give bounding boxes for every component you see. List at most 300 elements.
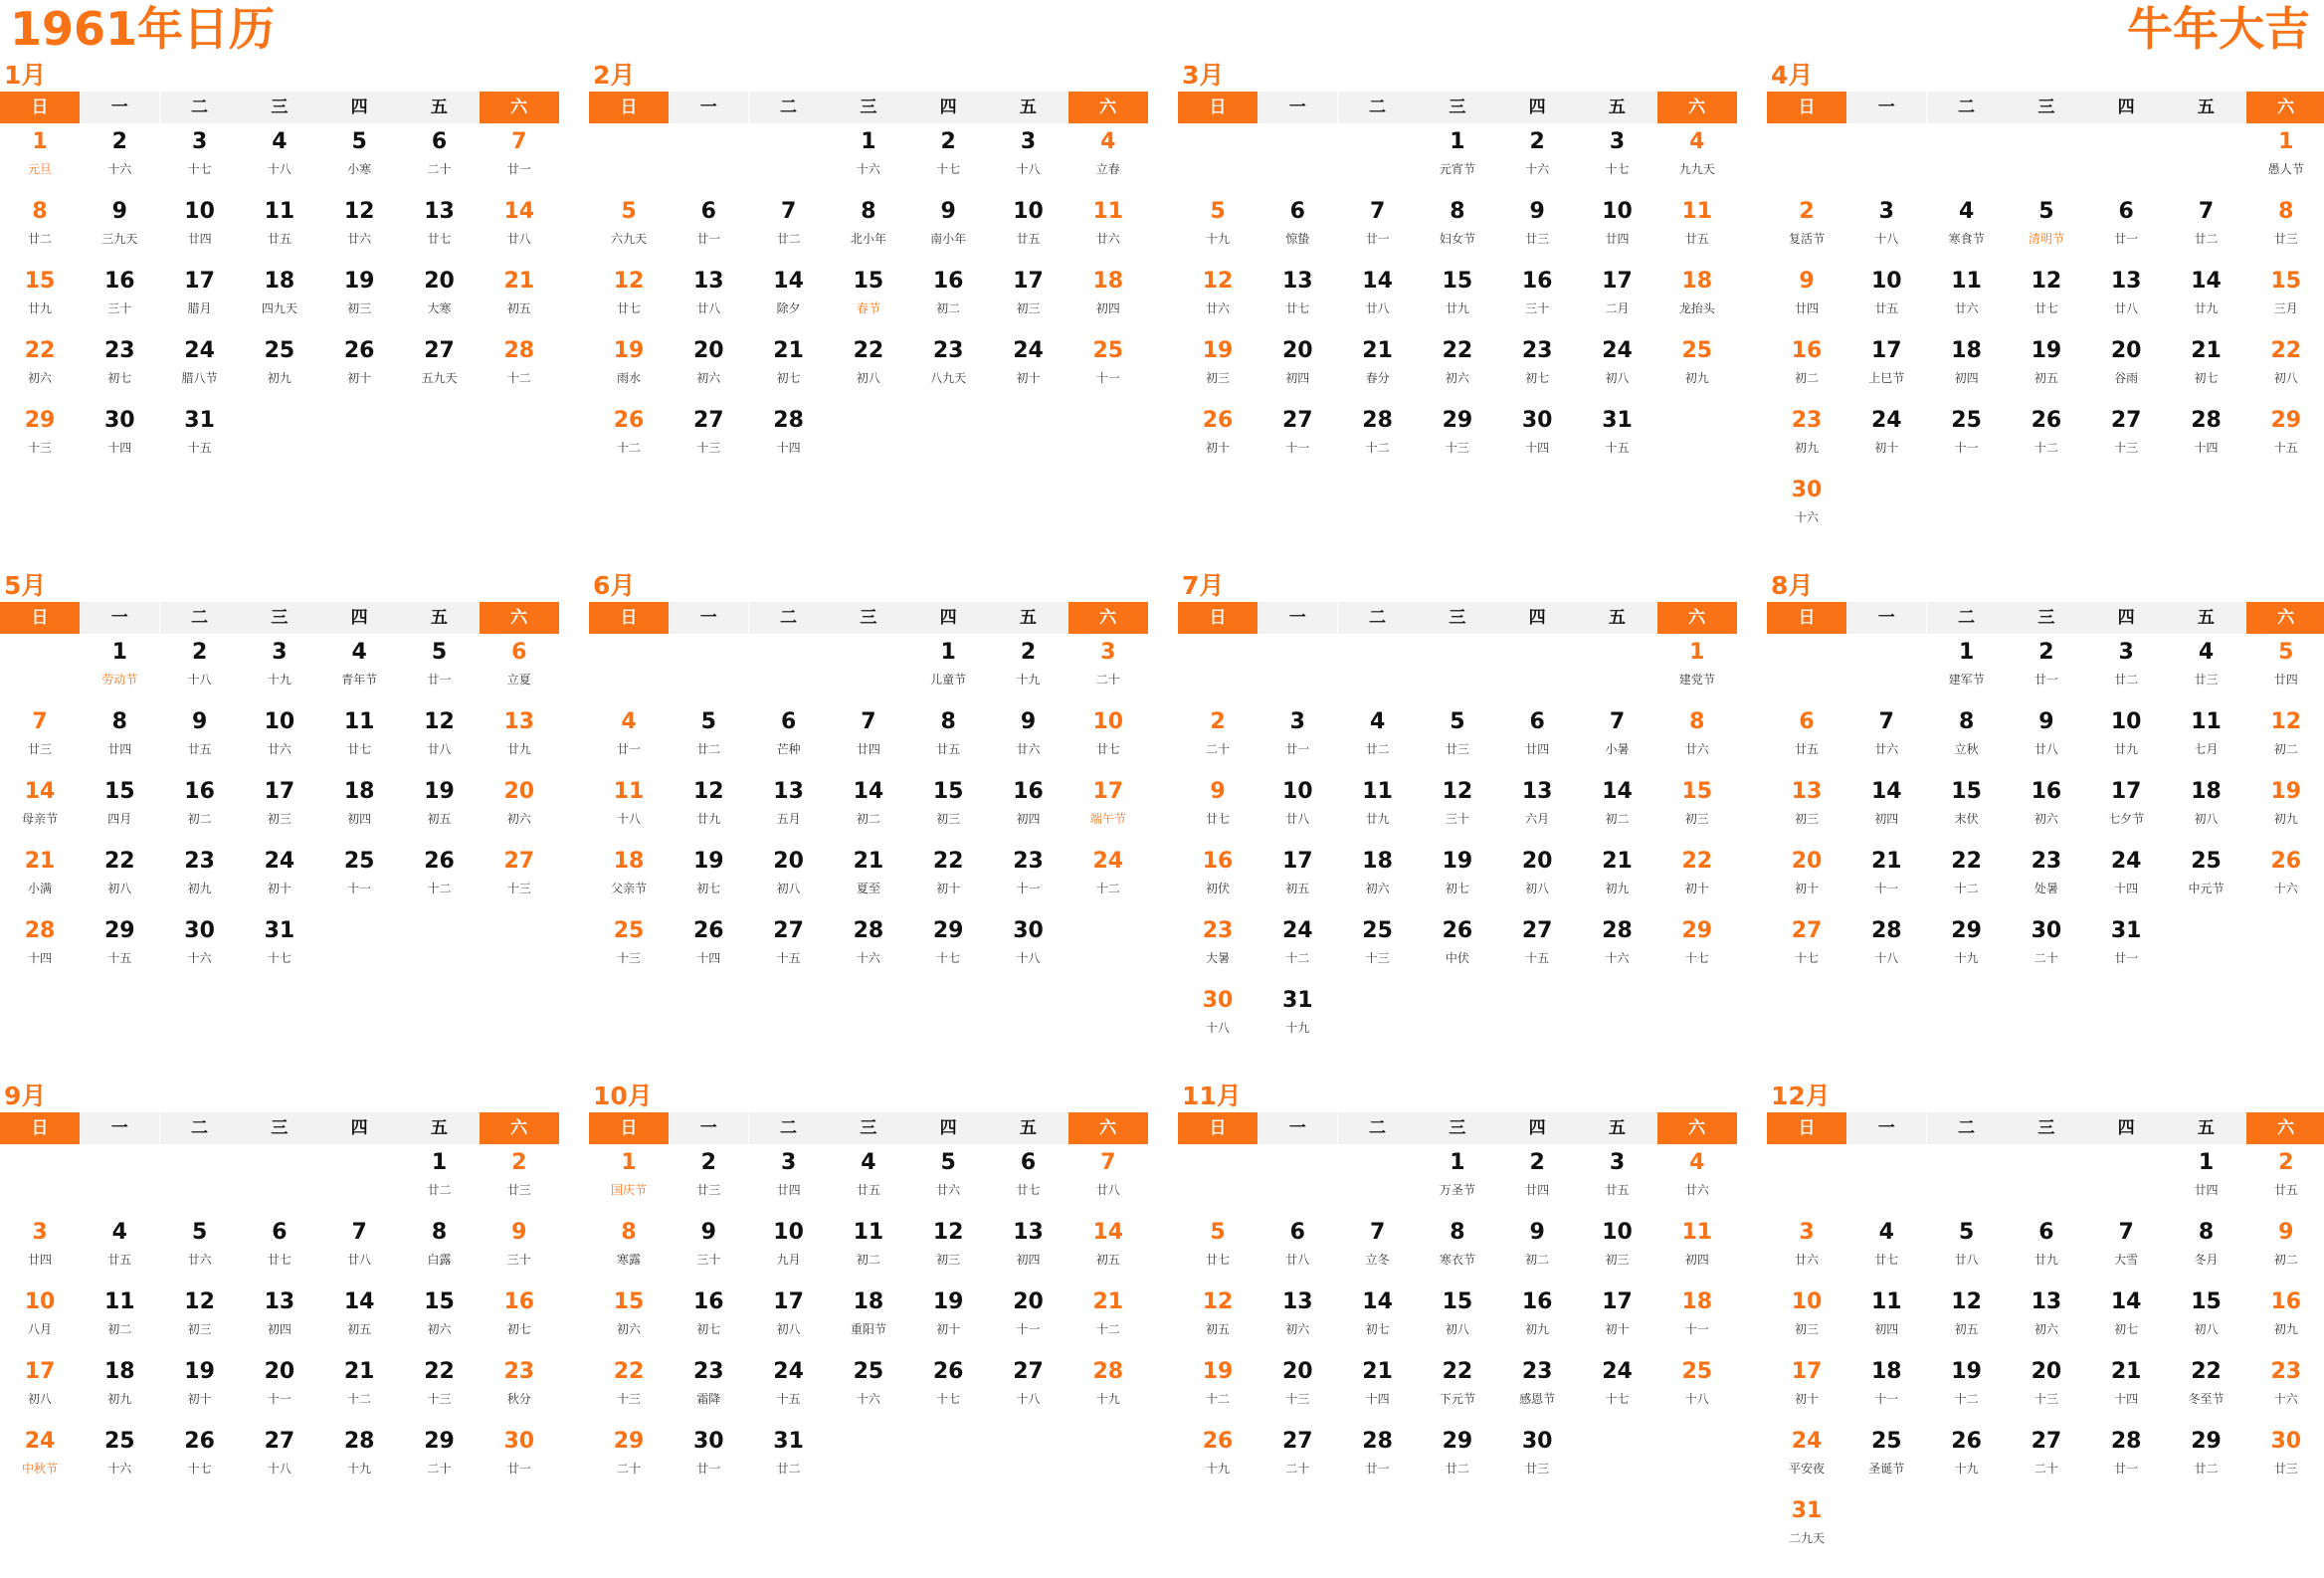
lunar-label: 三十: [696, 1253, 721, 1267]
day-number: 12: [1202, 1289, 1234, 1314]
lunar-label: 廿九: [506, 742, 531, 756]
day-number: 18: [343, 779, 375, 804]
lunar-label: 廿八: [1365, 301, 1390, 315]
lunar-label: 廿六: [1954, 301, 1979, 315]
lunar-label: 三十: [1445, 812, 1469, 826]
lunar-label: 十一: [1285, 441, 1310, 455]
day-number: 9: [1020, 709, 1037, 734]
day-number: 27: [1013, 1359, 1044, 1384]
day-number: 12: [932, 1220, 964, 1245]
day-number: 28: [343, 1429, 375, 1454]
lunar-label: 廿二: [1365, 742, 1390, 756]
lunar-label: 廿七: [1205, 1253, 1230, 1267]
weekday-label: 六: [1068, 602, 1148, 634]
day-number: 17: [1602, 269, 1633, 294]
day-cell: [1767, 703, 1846, 773]
lunar-label: 十六: [1525, 162, 1550, 176]
weekday-label: 四: [2086, 1112, 2166, 1144]
day-cell: [1338, 263, 1418, 332]
weekday-label: 一: [1846, 92, 1926, 123]
lunar-label: 初七: [2114, 1322, 2139, 1336]
day-cell: [240, 634, 319, 703]
day-cell: [829, 193, 908, 263]
lunar-label: 初八: [1525, 882, 1550, 895]
lunar-label: 十八: [1016, 951, 1041, 965]
page-title: 1961年日历: [10, 2, 276, 56]
day-cell: [829, 1353, 908, 1423]
lunar-label: 初十: [1874, 441, 1899, 455]
day-number: 21: [1602, 849, 1633, 874]
weekday-label: 三: [829, 602, 908, 634]
day-number: 17: [1602, 1289, 1633, 1314]
day-cell: [1178, 773, 1258, 843]
lunar-label: 夏至: [856, 882, 880, 895]
day-cell: [240, 332, 319, 402]
lunar-label: 廿七: [1095, 742, 1120, 756]
lunar-label: 廿六: [1684, 742, 1709, 756]
day-number: 31: [773, 1429, 804, 1454]
day-cell: [1418, 912, 1497, 982]
day-cell: [0, 1353, 80, 1423]
lunar-label: 八九天: [930, 371, 967, 385]
weekday-label: 六: [1657, 1112, 1737, 1144]
lunar-label: 廿八: [1095, 1183, 1120, 1197]
day-number: 6: [700, 199, 716, 224]
lunar-label: 廿一: [2114, 951, 2139, 965]
day-number: 12: [2031, 269, 2062, 294]
lunar-label: 十五: [107, 951, 132, 965]
lunar-label: 二十: [1205, 742, 1230, 756]
day-cell: [319, 123, 399, 193]
lunar-label: 廿四: [2194, 1183, 2219, 1197]
day-cell: [829, 1144, 908, 1214]
lunar-label: 初二: [1605, 812, 1630, 826]
day-cell: [908, 1283, 988, 1353]
day-cell: [0, 193, 80, 263]
lunar-label: 廿四: [27, 1253, 52, 1267]
day-number: 26: [1202, 1429, 1234, 1454]
day-cell: [749, 1283, 829, 1353]
day-cell: [589, 1353, 669, 1423]
day-number: 3: [780, 1150, 797, 1175]
day-number: 19: [2270, 779, 2302, 804]
day-number: 7: [1609, 709, 1626, 734]
month-block: [1767, 1081, 2324, 1578]
day-number: 25: [613, 918, 645, 943]
day-cell: [1068, 1353, 1148, 1423]
day-number: 7: [1100, 1150, 1116, 1175]
day-cell: [989, 263, 1068, 332]
day-cell: [160, 1353, 240, 1423]
weekday-label: 四: [908, 1112, 988, 1144]
day-number: 2: [1529, 129, 1545, 154]
day-cell: [1418, 332, 1497, 402]
lunar-label: 廿一: [506, 162, 531, 176]
day-number: 13: [2031, 1289, 2062, 1314]
day-cell: [1767, 1353, 1846, 1423]
day-number: 13: [1281, 269, 1313, 294]
day-number: 4: [621, 709, 637, 734]
day-cell: [908, 634, 988, 703]
day-number: 3: [1609, 1150, 1626, 1175]
lunar-label: 廿二: [427, 1183, 452, 1197]
day-number: 9: [2038, 709, 2054, 734]
day-number: 17: [184, 269, 215, 294]
lunar-label: 初四: [1285, 371, 1310, 385]
day-number: 27: [692, 408, 724, 433]
day-cell: [80, 1353, 159, 1423]
day-cell: [480, 193, 559, 263]
day-number: 16: [932, 269, 964, 294]
day-number: 2: [1020, 640, 1037, 665]
lunar-label: 十二: [427, 882, 452, 895]
lunar-label: 初九: [1605, 882, 1630, 895]
lunar-label: 廿六: [1794, 1253, 1819, 1267]
month-block: [1178, 1081, 1737, 1578]
lunar-label: 廿八: [347, 1253, 372, 1267]
lunar-label: 初三: [347, 301, 372, 315]
day-cell: [669, 1144, 748, 1214]
lunar-label: 十八: [1874, 951, 1899, 965]
lunar-label: 上巳节: [1868, 371, 1905, 385]
lunar-label: 廿六: [1095, 232, 1120, 246]
day-number: 11: [2191, 709, 2222, 734]
month-block: [589, 1081, 1148, 1578]
month-title: 1月: [4, 61, 47, 90]
lunar-label: 初九: [2273, 1322, 2298, 1336]
day-number: 14: [503, 199, 535, 224]
day-cell: [989, 332, 1068, 402]
day-number: 28: [1362, 1429, 1393, 1454]
day-cell: [1258, 1353, 1337, 1423]
day-number: 2: [940, 129, 956, 154]
lunar-label: 初十: [1794, 882, 1819, 895]
day-cell: [1657, 634, 1737, 703]
day-cell: [0, 1214, 80, 1283]
lunar-label: 十五: [776, 951, 801, 965]
day-cell: [2007, 912, 2086, 982]
day-cell: [1497, 1353, 1577, 1423]
lunar-label: 廿六: [1874, 742, 1899, 756]
lunar-label: 廿七: [1016, 1183, 1041, 1197]
day-number: 15: [613, 1289, 645, 1314]
day-number: 25: [1362, 918, 1393, 943]
day-cell: [1846, 1283, 1926, 1353]
lunar-label: 廿七: [2034, 301, 2058, 315]
lunar-label: 北小年: [850, 232, 886, 246]
day-number: 16: [184, 779, 215, 804]
day-cell: [908, 773, 988, 843]
day-cell: [589, 773, 669, 843]
lunar-label: 初十: [1205, 441, 1230, 455]
day-cell: [160, 332, 240, 402]
day-cell: [989, 193, 1068, 263]
day-number: 22: [424, 1359, 455, 1384]
lunar-label: 复活节: [1788, 232, 1825, 246]
day-number: 5: [351, 129, 367, 154]
lunar-label: 廿二: [2194, 232, 2219, 246]
lunar-label: 十二: [1205, 1392, 1230, 1406]
day-cell: [2167, 1353, 2246, 1423]
lunar-label: 四九天: [261, 301, 297, 315]
lunar-label: 初七: [1525, 371, 1550, 385]
weekday-label: 四: [908, 602, 988, 634]
weekday-label: 二: [749, 1112, 829, 1144]
day-number: 21: [853, 849, 884, 874]
lunar-label: 十六: [856, 951, 880, 965]
day-cell: [1497, 1423, 1577, 1492]
day-cell: [669, 1353, 748, 1423]
lunar-label: 初七: [1365, 1322, 1390, 1336]
day-number: 12: [343, 199, 375, 224]
day-number: 25: [853, 1359, 884, 1384]
month-block: [1767, 60, 2324, 557]
day-number: 24: [1602, 338, 1633, 363]
day-cell: [589, 193, 669, 263]
day-number: 18: [1681, 1289, 1713, 1314]
lunar-label: 廿四: [1525, 742, 1550, 756]
day-cell: [1258, 1214, 1337, 1283]
day-number: 15: [853, 269, 884, 294]
day-cell: [1578, 402, 1657, 472]
day-cell: [1497, 123, 1577, 193]
weekday-header: [1767, 602, 2324, 634]
lunar-label: 初十: [1016, 371, 1041, 385]
day-number: 17: [773, 1289, 804, 1314]
lunar-label: 十九: [1954, 951, 1979, 965]
lunar-label: 元宵节: [1439, 162, 1475, 176]
day-number: 25: [1870, 1429, 1902, 1454]
day-number: 21: [2191, 338, 2222, 363]
day-number: 15: [932, 779, 964, 804]
day-number: 22: [853, 338, 884, 363]
day-number: 31: [2110, 918, 2142, 943]
day-cell: [1258, 193, 1337, 263]
day-number: 13: [503, 709, 535, 734]
lunar-label: 十六: [856, 162, 880, 176]
day-cell: [1258, 332, 1337, 402]
day-number: 18: [1681, 269, 1713, 294]
day-cell: [908, 703, 988, 773]
weekday-label: 日: [1178, 1112, 1258, 1144]
day-cell: [2246, 1423, 2324, 1492]
day-cell: [749, 263, 829, 332]
weekday-label: 日: [1767, 92, 1846, 123]
day-cell: [1578, 1144, 1657, 1214]
lunar-label: 平安夜: [1788, 1462, 1825, 1476]
weekday-label: 四: [319, 1112, 399, 1144]
day-cell: [2246, 1283, 2324, 1353]
lunar-label: 冬至节: [2188, 1392, 2225, 1406]
day-cell: [1338, 1283, 1418, 1353]
lunar-label: 初二: [2273, 742, 2298, 756]
day-cell: [829, 263, 908, 332]
day-number: 26: [2031, 408, 2062, 433]
lunar-label: 十三: [1285, 1392, 1310, 1406]
day-number: 6: [2038, 1220, 2054, 1245]
lunar-label: 廿四: [1605, 232, 1630, 246]
lunar-label: 初四: [1874, 1322, 1899, 1336]
lunar-label: 立秋: [1954, 742, 1979, 756]
day-number: 19: [1202, 1359, 1234, 1384]
day-cell: [1657, 123, 1737, 193]
lunar-label: 十七: [936, 951, 961, 965]
lunar-label: 寒衣节: [1439, 1253, 1475, 1267]
lunar-label: 五月: [776, 812, 801, 826]
day-cell: [1657, 773, 1737, 843]
day-cell: [669, 193, 748, 263]
day-number: 17: [1870, 338, 1902, 363]
day-number: 8: [32, 199, 48, 224]
day-cell: [1767, 332, 1846, 402]
day-cell: [80, 1283, 159, 1353]
lunar-label: 廿六: [936, 1183, 961, 1197]
lunar-label: 初二: [1525, 1253, 1550, 1267]
day-cell: [1178, 982, 1258, 1052]
lunar-label: 春节: [856, 301, 880, 315]
lunar-label: 初六: [696, 371, 721, 385]
weekday-label: 二: [1927, 92, 2007, 123]
day-cell: [1657, 193, 1737, 263]
day-cell: [1927, 1214, 2007, 1283]
day-cell: [669, 912, 748, 982]
day-number: 10: [24, 1289, 56, 1314]
weekday-label: 二: [160, 92, 240, 123]
lunar-label: 初八: [1445, 1322, 1469, 1336]
day-cell: [1578, 843, 1657, 912]
weekday-label: 五: [1577, 1112, 1656, 1144]
lunar-label: 廿七: [267, 1253, 291, 1267]
lunar-label: 初五: [2034, 371, 2058, 385]
day-number: 5: [1210, 199, 1226, 224]
lunar-label: 初三: [1794, 1322, 1819, 1336]
month-title: 7月: [1182, 571, 1225, 600]
day-cell: [829, 912, 908, 982]
lunar-label: 廿五: [1016, 232, 1041, 246]
weekday-label: 一: [1258, 602, 1337, 634]
day-cell: [589, 912, 669, 982]
month-block: [589, 60, 1148, 557]
day-cell: [1418, 1283, 1497, 1353]
day-number: 3: [1289, 709, 1305, 734]
day-cell: [1927, 912, 2007, 982]
day-number: 1: [2278, 129, 2294, 154]
day-cell: [480, 263, 559, 332]
day-cell: [1068, 1144, 1148, 1214]
day-cell: [2167, 1423, 2246, 1492]
lunar-label: 初八: [107, 882, 132, 895]
lunar-label: 初七: [776, 371, 801, 385]
day-cell: [1068, 703, 1148, 773]
day-cell: [240, 912, 319, 982]
month-title: 9月: [4, 1082, 47, 1110]
day-cell: [1258, 703, 1337, 773]
lunar-label: 十二: [1954, 882, 1979, 895]
day-number: 17: [2110, 779, 2142, 804]
day-number: 23: [1013, 849, 1044, 874]
lunar-label: 十三: [2034, 1392, 2058, 1406]
day-cell: [480, 1144, 559, 1214]
weekday-label: 四: [1497, 92, 1577, 123]
day-number: 17: [24, 1359, 56, 1384]
lunar-label: 廿五: [1794, 742, 1819, 756]
day-cell: [0, 332, 80, 402]
lunar-label: 廿一: [506, 1462, 531, 1476]
lunar-label: 十四: [2114, 1392, 2139, 1406]
day-number: 5: [621, 199, 637, 224]
day-cell: [1418, 193, 1497, 263]
day-number: 18: [103, 1359, 135, 1384]
lunar-label: 建军节: [1948, 673, 1985, 687]
weekday-header: [589, 92, 1148, 123]
day-number: 31: [184, 408, 215, 433]
lunar-label: 愚人节: [2267, 162, 2304, 176]
day-number: 2: [1210, 709, 1226, 734]
lunar-label: 南小年: [930, 232, 967, 246]
day-number: 5: [1210, 1220, 1226, 1245]
lunar-label: 初七: [696, 1322, 721, 1336]
day-cell: [2007, 332, 2086, 402]
day-cell: [1927, 634, 2007, 703]
day-cell: [908, 123, 988, 193]
day-number: 4: [1958, 199, 1975, 224]
day-cell: [1178, 912, 1258, 982]
day-cell: [1767, 1492, 1846, 1562]
day-number: 9: [1210, 779, 1226, 804]
day-cell: [2246, 703, 2324, 773]
day-number: 26: [1442, 918, 1473, 943]
day-number: 2: [1799, 199, 1815, 224]
lunar-label: 圣诞节: [1868, 1462, 1905, 1476]
day-number: 12: [613, 269, 645, 294]
day-cell: [160, 123, 240, 193]
day-number: 22: [1951, 849, 1982, 874]
lunar-label: 十八: [616, 812, 641, 826]
day-number: 8: [861, 199, 876, 224]
lunar-label: 十一: [1684, 1322, 1709, 1336]
day-cell: [1767, 193, 1846, 263]
lunar-label: 二十: [1095, 673, 1120, 687]
lunar-label: 初三: [187, 1322, 212, 1336]
weekday-header: [1767, 1112, 2324, 1144]
lunar-label: 十七: [187, 1462, 212, 1476]
lunar-label: 廿五: [267, 232, 291, 246]
day-cell: [989, 1353, 1068, 1423]
lunar-label: 白露: [427, 1253, 452, 1267]
day-cell: [2086, 1353, 2166, 1423]
weekday-label: 六: [2246, 1112, 2324, 1144]
day-number: 12: [692, 779, 724, 804]
day-number: 23: [2270, 1359, 2302, 1384]
weekday-label: 一: [1258, 92, 1337, 123]
lunar-label: 十九: [347, 1462, 372, 1476]
lunar-label: 廿八: [2034, 742, 2058, 756]
lunar-label: 十四: [1525, 441, 1550, 455]
day-number: 5: [431, 640, 448, 665]
lunar-label: 初五: [1285, 882, 1310, 895]
lunar-label: 廿四: [776, 1183, 801, 1197]
lunar-label: 初五: [347, 1322, 372, 1336]
lunar-label: 十三: [1365, 951, 1390, 965]
day-number: 27: [503, 849, 535, 874]
lunar-label: 惊蛰: [1285, 232, 1310, 246]
day-cell: [160, 703, 240, 773]
lunar-label: 十三: [2114, 441, 2139, 455]
lunar-label: 初五: [427, 812, 452, 826]
day-cell: [1767, 1214, 1846, 1283]
day-number: 8: [621, 1220, 637, 1245]
lunar-label: 初五: [506, 301, 531, 315]
